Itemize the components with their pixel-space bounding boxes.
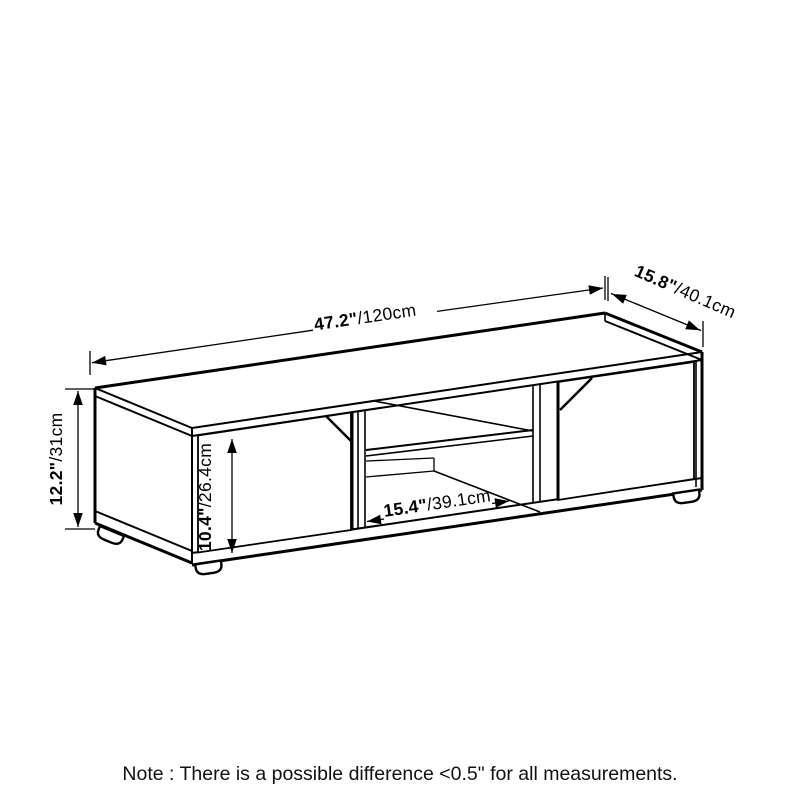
right-divider	[533, 385, 540, 503]
left-door	[198, 413, 352, 553]
dimension-inner-width-label: 15.4"/39.1cm	[382, 485, 493, 521]
dimension-depth-label: 15.8"/40.1cm	[631, 260, 740, 323]
foot-left-back	[96, 526, 124, 546]
dimension-inner-height-label: 10.4"/26.4cm	[195, 442, 215, 552]
measurement-note: Note : There is a possible difference <0.5" for all measurements.	[122, 763, 678, 785]
dimension-height	[46, 389, 95, 529]
right-door	[558, 362, 694, 500]
foot-left-front	[195, 561, 222, 576]
dimension-depth	[608, 261, 739, 347]
left-divider	[358, 411, 365, 530]
dimension-width-label: 47.2"/120cm	[312, 299, 418, 335]
dimension-height-label: 12.2"/31cm	[46, 412, 66, 506]
foot-right-front	[673, 490, 700, 505]
